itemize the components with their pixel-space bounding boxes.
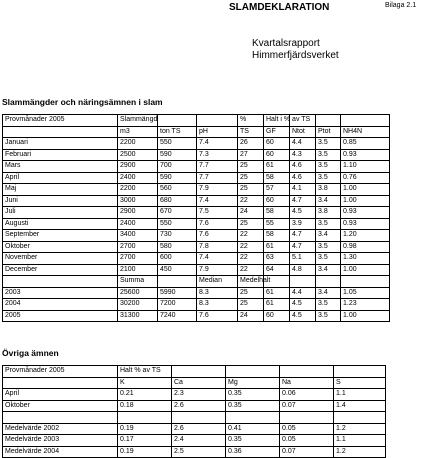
table-row [3,264,390,276]
table-cell: 3000 [118,195,158,207]
table-cell: 25 [238,184,264,196]
table-cell: 0.35 [226,389,280,401]
table-cell: 64 [264,264,290,276]
table-cell: Mars [3,161,118,173]
table-row [3,435,386,447]
table-row [3,423,386,435]
table-cell [197,115,238,127]
table-cell: Medelvärde 2003 [3,435,118,447]
table-cell: 0.17 [118,435,172,447]
table-cell: 1.2 [334,423,386,435]
table-cell: April [3,389,118,401]
table-row [3,230,390,242]
table-cell: 4.1 [290,184,316,196]
table-cell: 1.30 [341,253,390,265]
table-cell: 60 [264,149,290,161]
table-cell: 0.19 [118,423,172,435]
table-cell: 600 [158,253,197,265]
summary-header-row [3,276,390,288]
table-row [3,310,390,322]
report-type: Kvartalsrapport [252,38,320,49]
table-cell: 450 [158,264,197,276]
table-cell: 8.3 [197,287,238,299]
table-cell: 57 [264,184,290,196]
table-cell: 3.4 [316,264,341,276]
table-cell: 0.35 [226,400,280,412]
table-cell: 55 [264,218,290,230]
table-cell: 4.5 [290,207,316,219]
table-cell: 3.4 [316,287,341,299]
table-cell: 2900 [118,207,158,219]
table-cell: 25 [238,299,264,311]
table-cell [334,366,386,378]
table-cell: 7.3 [197,149,238,161]
table-cell [172,366,226,378]
other-substances-table [2,365,386,458]
table-cell: 0.76 [341,172,390,184]
table-cell: 0.93 [341,207,390,219]
table-cell: 0.19 [118,446,172,458]
table-cell: % [238,115,264,127]
table-cell: 58 [264,207,290,219]
table-cell: April [3,172,118,184]
table-cell: 2.6 [172,400,226,412]
table-cell: 25 [238,287,264,299]
table-cell: September [3,230,118,242]
table-cell: Juni [3,195,118,207]
table-cell: pH [197,126,238,138]
table-cell: Halt i % av TS [264,115,290,127]
table-row [3,400,386,412]
table-cell: 25 [238,161,264,173]
table-cell [316,115,341,127]
table-cell: Augusti [3,218,118,230]
table-row [3,195,390,207]
table-cell: Summa [118,276,158,288]
table-row [3,241,390,253]
spacer-row [3,412,386,424]
table-cell: 580 [158,241,197,253]
table-cell [3,377,118,389]
table-cell: 3400 [118,230,158,242]
table-cell: Medelvärde 2002 [3,423,118,435]
table-cell: 2200 [118,138,158,150]
table-cell: Halt % av TS [118,366,172,378]
table-cell: 61 [264,299,290,311]
table-cell: 1.10 [341,161,390,173]
table-cell: 7.4 [197,195,238,207]
table-cell: 4.7 [290,241,316,253]
table-cell [341,276,390,288]
table-cell: 7.4 [197,253,238,265]
attachment-label: Bilaga 2.1 [385,2,417,9]
table-cell: 680 [158,195,197,207]
table-cell: 4.5 [290,310,316,322]
table-cell: 0.93 [341,149,390,161]
table-cell: 2900 [118,161,158,173]
table-cell: ton TS [158,126,197,138]
table-cell: November [3,253,118,265]
table-row [3,149,390,161]
table-cell: Juli [3,207,118,219]
table-cell: 3.5 [316,299,341,311]
table-cell: 590 [158,149,197,161]
table-cell: 7.5 [197,207,238,219]
table-row [3,446,386,458]
table-cell: 0.41 [226,423,280,435]
table-cell: 7240 [158,310,197,322]
section1-heading: Slammängder och näringsämnen i slam [2,97,163,107]
table-cell: 4.4 [290,138,316,150]
table-cell: Mg [226,377,280,389]
table-cell: 4.3 [290,149,316,161]
table-cell: 550 [158,218,197,230]
table-cell: 560 [158,184,197,196]
table-cell: 0.18 [118,400,172,412]
table-cell: 2200 [118,184,158,196]
table-cell [290,276,316,288]
document-title: SLAMDEKLARATION [229,2,330,13]
table-cell: Ptot [316,126,341,138]
table-cell: 3.5 [316,172,341,184]
table-row [3,172,390,184]
table-cell: S [334,377,386,389]
table-cell [226,366,280,378]
table-cell: 22 [238,230,264,242]
table-cell: 1.20 [341,230,390,242]
table-cell: 27 [238,149,264,161]
table-cell: 2005 [3,310,118,322]
table-cell: 1.00 [341,310,390,322]
table-cell: 25600 [118,287,158,299]
table-cell [341,115,390,127]
table-cell: 0.21 [118,389,172,401]
table-cell: 0.06 [280,389,334,401]
table-cell: 58 [264,230,290,242]
table-cell: 590 [158,172,197,184]
table-cell: 3.5 [316,310,341,322]
table-cell: 0.98 [341,241,390,253]
table-cell: 0.93 [341,218,390,230]
table-cell: Februari [3,149,118,161]
table-cell: Ca [172,377,226,389]
table-cell: 2700 [118,253,158,265]
table-cell: 4.6 [290,161,316,173]
table-cell: Oktober [3,241,118,253]
table-cell: 3.5 [316,138,341,150]
table-cell: 2.6 [172,423,226,435]
table-cell: 4.7 [290,195,316,207]
table-cell: Provmånader 2005 [3,115,118,127]
table-cell: 3.8 [316,207,341,219]
table-cell: 670 [158,207,197,219]
table-cell: 7.9 [197,184,238,196]
table-cell: Januari [3,138,118,150]
table-cell: 3.5 [316,218,341,230]
header-row [3,366,386,378]
table-cell: Oktober [3,400,118,412]
table-cell: 550 [158,138,197,150]
table-cell: 7.6 [197,218,238,230]
table-cell: Medelvärde 2004 [3,446,118,458]
table-cell: 61 [264,161,290,173]
table-cell: 7.9 [197,264,238,276]
table-cell: 0.05 [280,435,334,447]
table-cell: 3.5 [316,241,341,253]
table-cell: 0.85 [341,138,390,150]
table-cell: Medelhalt [238,276,264,288]
table-cell [3,276,118,288]
table-cell: 0.36 [226,446,280,458]
table-cell: 7.7 [197,172,238,184]
table-cell: 3.5 [316,149,341,161]
table-cell: 25 [238,218,264,230]
table-cell: Maj [3,184,118,196]
table-cell: 60 [264,195,290,207]
table-cell: 1.1 [334,389,386,401]
table-cell: 2700 [118,241,158,253]
table-cell: 8.3 [197,299,238,311]
table-cell: m3 [118,126,158,138]
table-cell: 4.8 [290,264,316,276]
table-row [3,138,390,150]
section2-heading: Övriga ämnen [2,348,59,358]
table-cell: 4.6 [290,172,316,184]
table-cell: 22 [238,264,264,276]
table-cell [280,366,334,378]
table-cell: Provmånader 2005 [3,366,118,378]
table-cell: GF [264,126,290,138]
table-cell: 2003 [3,287,118,299]
table-cell: NH4N [341,126,390,138]
plant-name: Himmerfjärdsverket [252,50,339,61]
table-cell: 2500 [118,149,158,161]
table-row [3,253,390,265]
table-row [3,287,390,299]
table-cell: 0.07 [280,400,334,412]
table-cell: 2400 [118,218,158,230]
table-cell: 5990 [158,287,197,299]
table-cell: 7.6 [197,310,238,322]
table-cell: 700 [158,161,197,173]
table-cell: 26 [238,138,264,150]
table-cell: 2.5 [172,446,226,458]
table-cell: 7200 [158,299,197,311]
table-row [3,218,390,230]
table-row [3,184,390,196]
table-cell: 4.4 [290,287,316,299]
table-cell: 4.7 [290,230,316,242]
table-cell: 7.6 [197,230,238,242]
table-cell: 2004 [3,299,118,311]
table-cell: 2.4 [172,435,226,447]
table-cell [3,126,118,138]
table-row [3,207,390,219]
table-cell: 1.00 [341,264,390,276]
table-cell: 3.5 [316,161,341,173]
table-cell: Ntot [290,126,316,138]
table-cell: 30200 [118,299,158,311]
table-cell: Median [197,276,238,288]
table-cell: 61 [264,287,290,299]
header-row [3,115,390,127]
table-cell: 2.3 [172,389,226,401]
table-cell: 4.5 [290,299,316,311]
table-cell [316,276,341,288]
table-cell: K [118,377,172,389]
table-cell: 1.1 [334,435,386,447]
table-cell: Slammängd [118,115,158,127]
header-row [3,126,390,138]
table-cell: 7.7 [197,161,238,173]
table-cell: December [3,264,118,276]
table-cell: 7.4 [197,138,238,150]
table-cell: Na [280,377,334,389]
table-cell: 1.00 [341,195,390,207]
table-cell: 0.07 [280,446,334,458]
table-cell: 2400 [118,172,158,184]
table-cell: 3.9 [290,218,316,230]
table-cell: 25 [238,172,264,184]
header-row [3,377,386,389]
table-cell: 22 [238,241,264,253]
table-cell: 22 [238,195,264,207]
table-cell: 3.4 [316,195,341,207]
table-cell: 63 [264,253,290,265]
table-row [3,389,386,401]
table-cell: 2100 [118,264,158,276]
table-row [3,161,390,173]
table-row [3,299,390,311]
table-cell: 3.8 [316,184,341,196]
table-cell: 58 [264,172,290,184]
table-cell: 0.35 [226,435,280,447]
table-cell: 7.8 [197,241,238,253]
table-cell: 3.5 [316,253,341,265]
table-cell: TS [238,126,264,138]
table-cell: 3.4 [316,230,341,242]
table-cell: 24 [238,207,264,219]
table-cell [158,276,197,288]
table-cell: 22 [238,253,264,265]
table-cell: 24 [238,310,264,322]
table-cell: 31300 [118,310,158,322]
table-cell: 1.00 [341,184,390,196]
table-cell: 60 [264,138,290,150]
sludge-table [2,114,390,322]
table-cell: 1.23 [341,299,390,311]
table-cell [158,115,197,127]
table-cell: 5.1 [290,253,316,265]
table-cell: 60 [264,310,290,322]
table-cell: 730 [158,230,197,242]
table-cell: 1.2 [334,446,386,458]
table-cell: 61 [264,241,290,253]
table-cell: 0.05 [280,423,334,435]
table-cell: 1.05 [341,287,390,299]
table-cell: 1.4 [334,400,386,412]
